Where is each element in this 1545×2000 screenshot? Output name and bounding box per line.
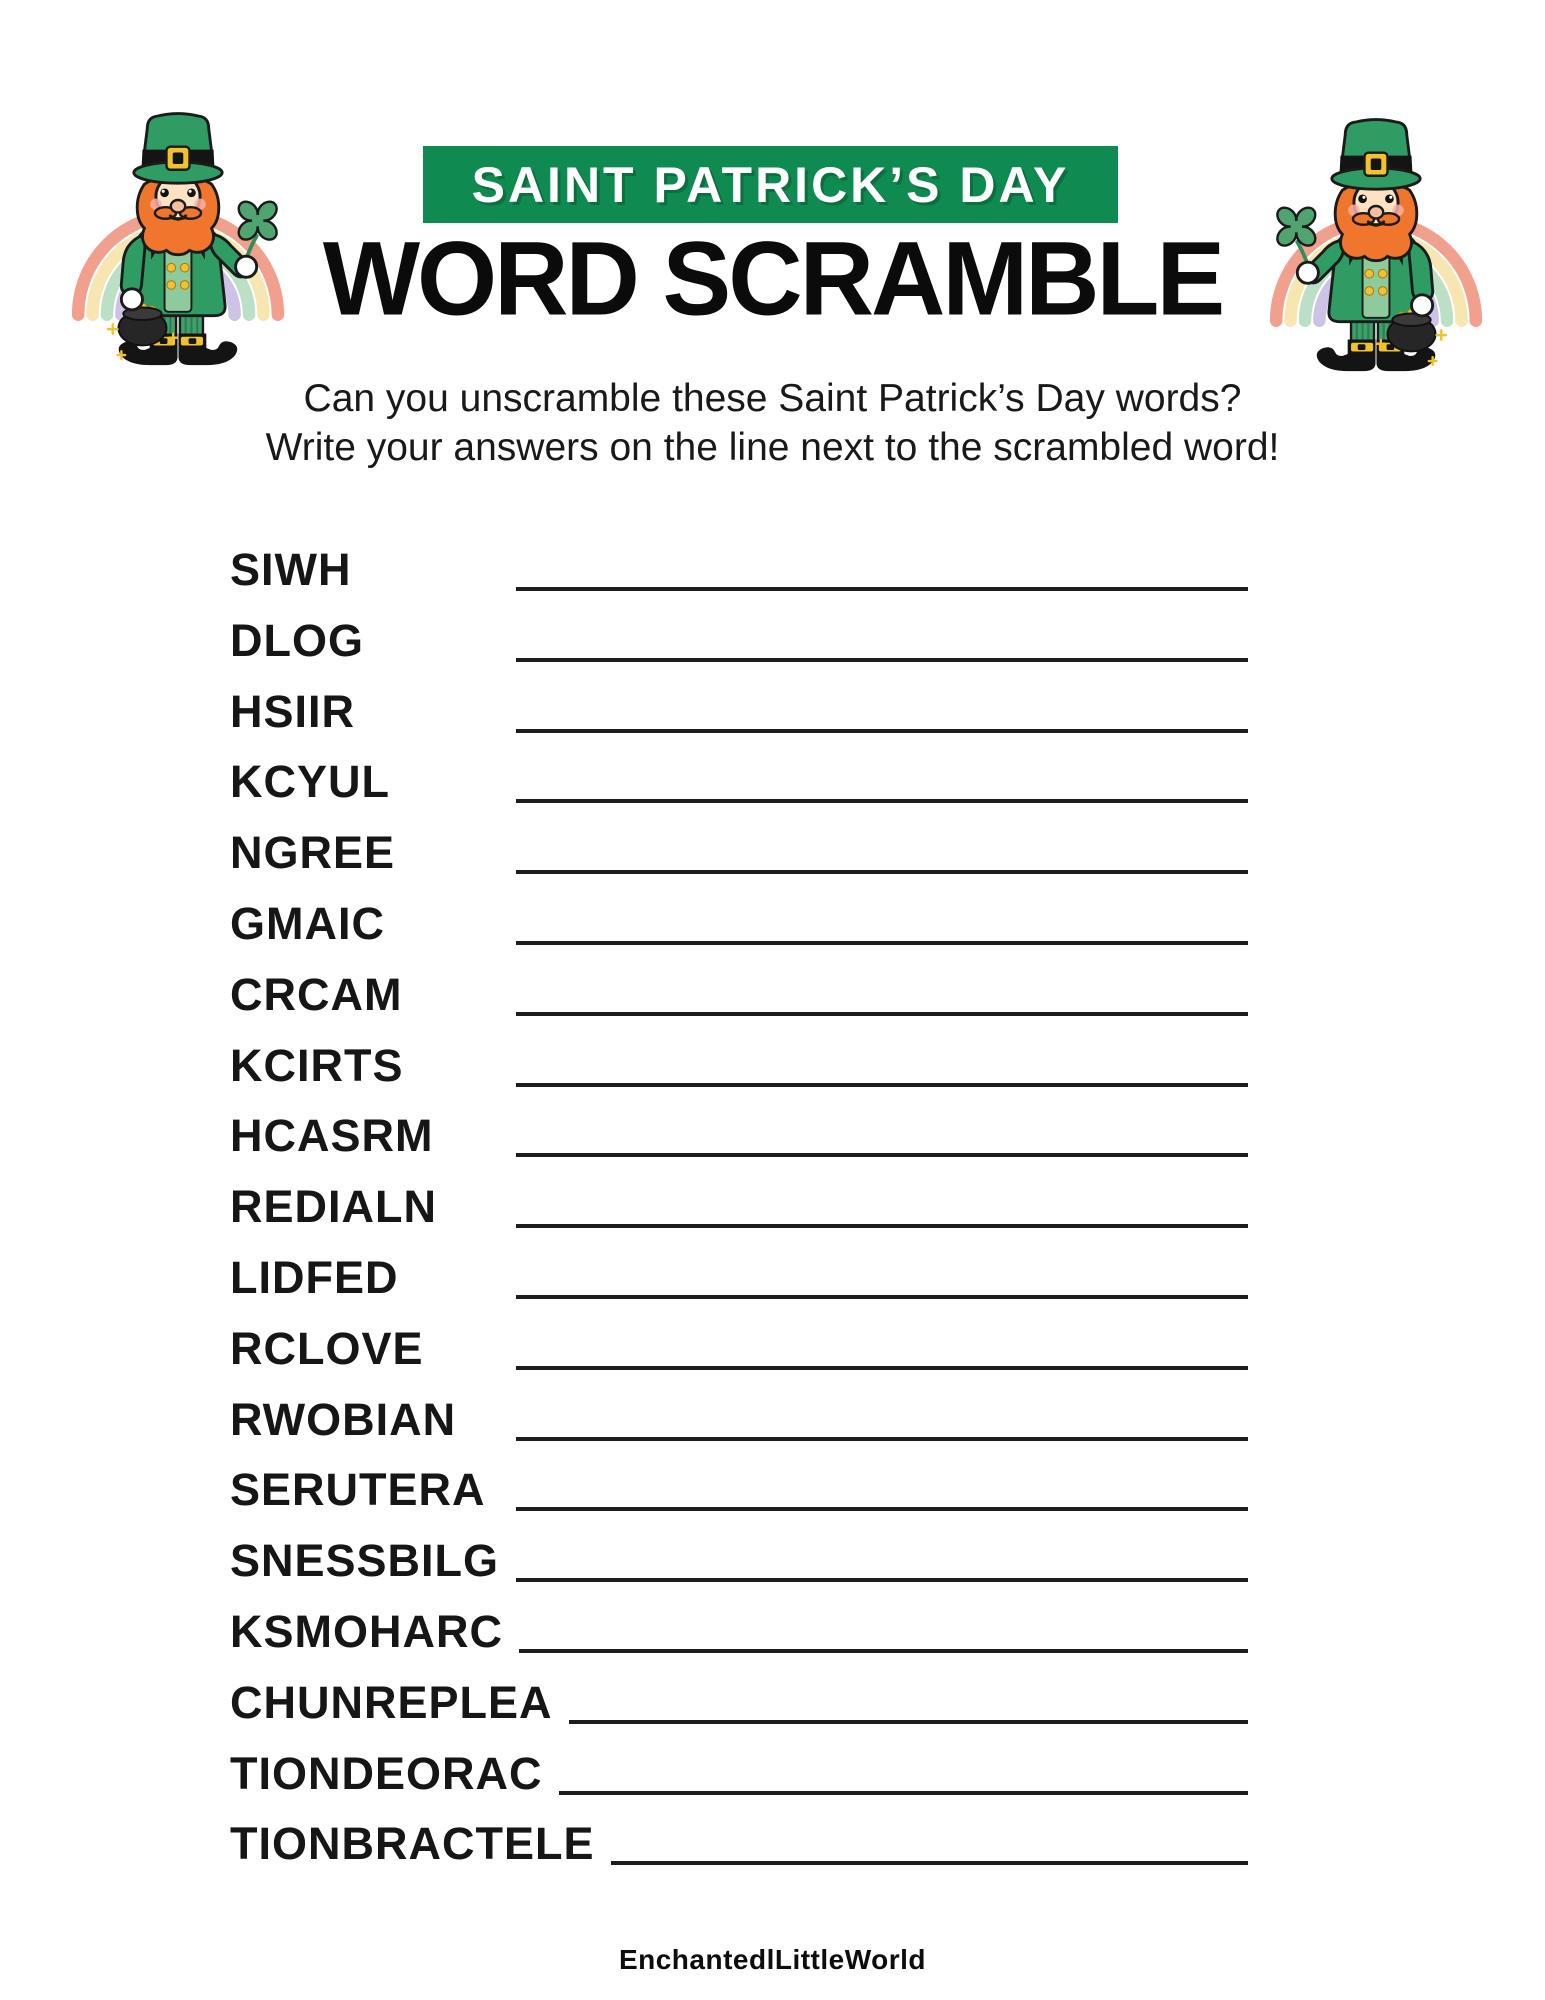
answer-line[interactable]	[559, 1749, 1249, 1795]
answer-line[interactable]	[516, 1465, 1248, 1511]
scrambled-word: SNESSBILG	[230, 1535, 500, 1587]
answer-line[interactable]	[516, 1111, 1248, 1157]
page-title: WORD SCRAMBLE	[322, 219, 1223, 338]
scrambled-word: KSMOHARC	[230, 1605, 503, 1657]
word-row	[230, 1465, 1248, 1536]
answer-line[interactable]	[516, 970, 1248, 1016]
credit-text: EnchantedlLittleWorld	[618, 1944, 927, 1975]
banner	[423, 146, 1118, 223]
word-row	[230, 1819, 1248, 1890]
scrambled-word: HCASRM	[230, 1110, 434, 1162]
word-row	[230, 1678, 1248, 1749]
scrambled-word: SERUTERA	[230, 1464, 486, 1516]
word-row	[230, 970, 1248, 1041]
word-row	[230, 545, 1248, 616]
instructions-line-2: Write your answers on the line next to the scrambled word!	[265, 426, 1280, 469]
answer-line[interactable]	[516, 1536, 1248, 1582]
answer-line[interactable]	[519, 1607, 1248, 1653]
word-row	[230, 1749, 1248, 1820]
word-row	[230, 687, 1248, 758]
answer-line[interactable]	[516, 687, 1248, 733]
banner-label: SAINT PATRICK’S DAY	[471, 156, 1070, 213]
answer-line[interactable]	[516, 757, 1248, 803]
top-hat-icon	[1332, 120, 1420, 190]
answer-line[interactable]	[516, 1253, 1248, 1299]
scrambled-word: DLOG	[230, 614, 364, 666]
scrambled-word: SIWH	[230, 544, 352, 595]
word-row	[230, 757, 1248, 828]
nose	[171, 200, 185, 212]
answer-line[interactable]	[516, 1395, 1248, 1441]
scrambled-word: KCYUL	[230, 756, 390, 808]
word-row	[230, 1324, 1248, 1395]
answer-line[interactable]	[516, 1182, 1248, 1228]
answer-line[interactable]	[516, 616, 1248, 662]
scrambled-word: KCIRTS	[230, 1039, 404, 1091]
word-row	[230, 828, 1248, 899]
word-row	[230, 1607, 1248, 1678]
top-hat-icon	[134, 114, 222, 184]
scrambled-word: REDIALN	[230, 1181, 437, 1233]
answer-line[interactable]	[611, 1819, 1249, 1865]
answer-line[interactable]	[516, 1324, 1248, 1370]
scrambled-word: RCLOVE	[230, 1322, 424, 1374]
word-row	[230, 899, 1248, 970]
scrambled-word: CHUNREPLEA	[230, 1676, 553, 1728]
word-row	[230, 616, 1248, 687]
instructions-line-1: Can you unscramble these Saint Patrick’s Day words?	[303, 377, 1242, 420]
scrambled-word: NGREE	[230, 827, 396, 879]
answer-line[interactable]	[516, 828, 1248, 874]
word-row	[230, 1182, 1248, 1253]
answer-line[interactable]	[569, 1678, 1248, 1724]
answer-line[interactable]	[516, 899, 1248, 945]
word-row	[230, 1111, 1248, 1182]
word-row	[230, 1395, 1248, 1466]
scrambled-word: RWOBIAN	[230, 1393, 457, 1445]
scrambled-word: LIDFED	[230, 1251, 399, 1303]
scrambled-word: CRCAM	[230, 968, 403, 1020]
scrambled-word: TIONDEORAC	[230, 1747, 543, 1799]
instructions	[0, 374, 1545, 472]
scrambled-word: HSIIR	[230, 685, 356, 737]
word-list	[230, 545, 1248, 1890]
answer-line[interactable]	[516, 1041, 1248, 1087]
answer-line[interactable]	[516, 545, 1248, 591]
word-row	[230, 1536, 1248, 1607]
scrambled-word: GMAIC	[230, 897, 385, 949]
word-row	[230, 1253, 1248, 1324]
scrambled-word: TIONBRACTELE	[230, 1818, 595, 1870]
word-row	[230, 1041, 1248, 1112]
